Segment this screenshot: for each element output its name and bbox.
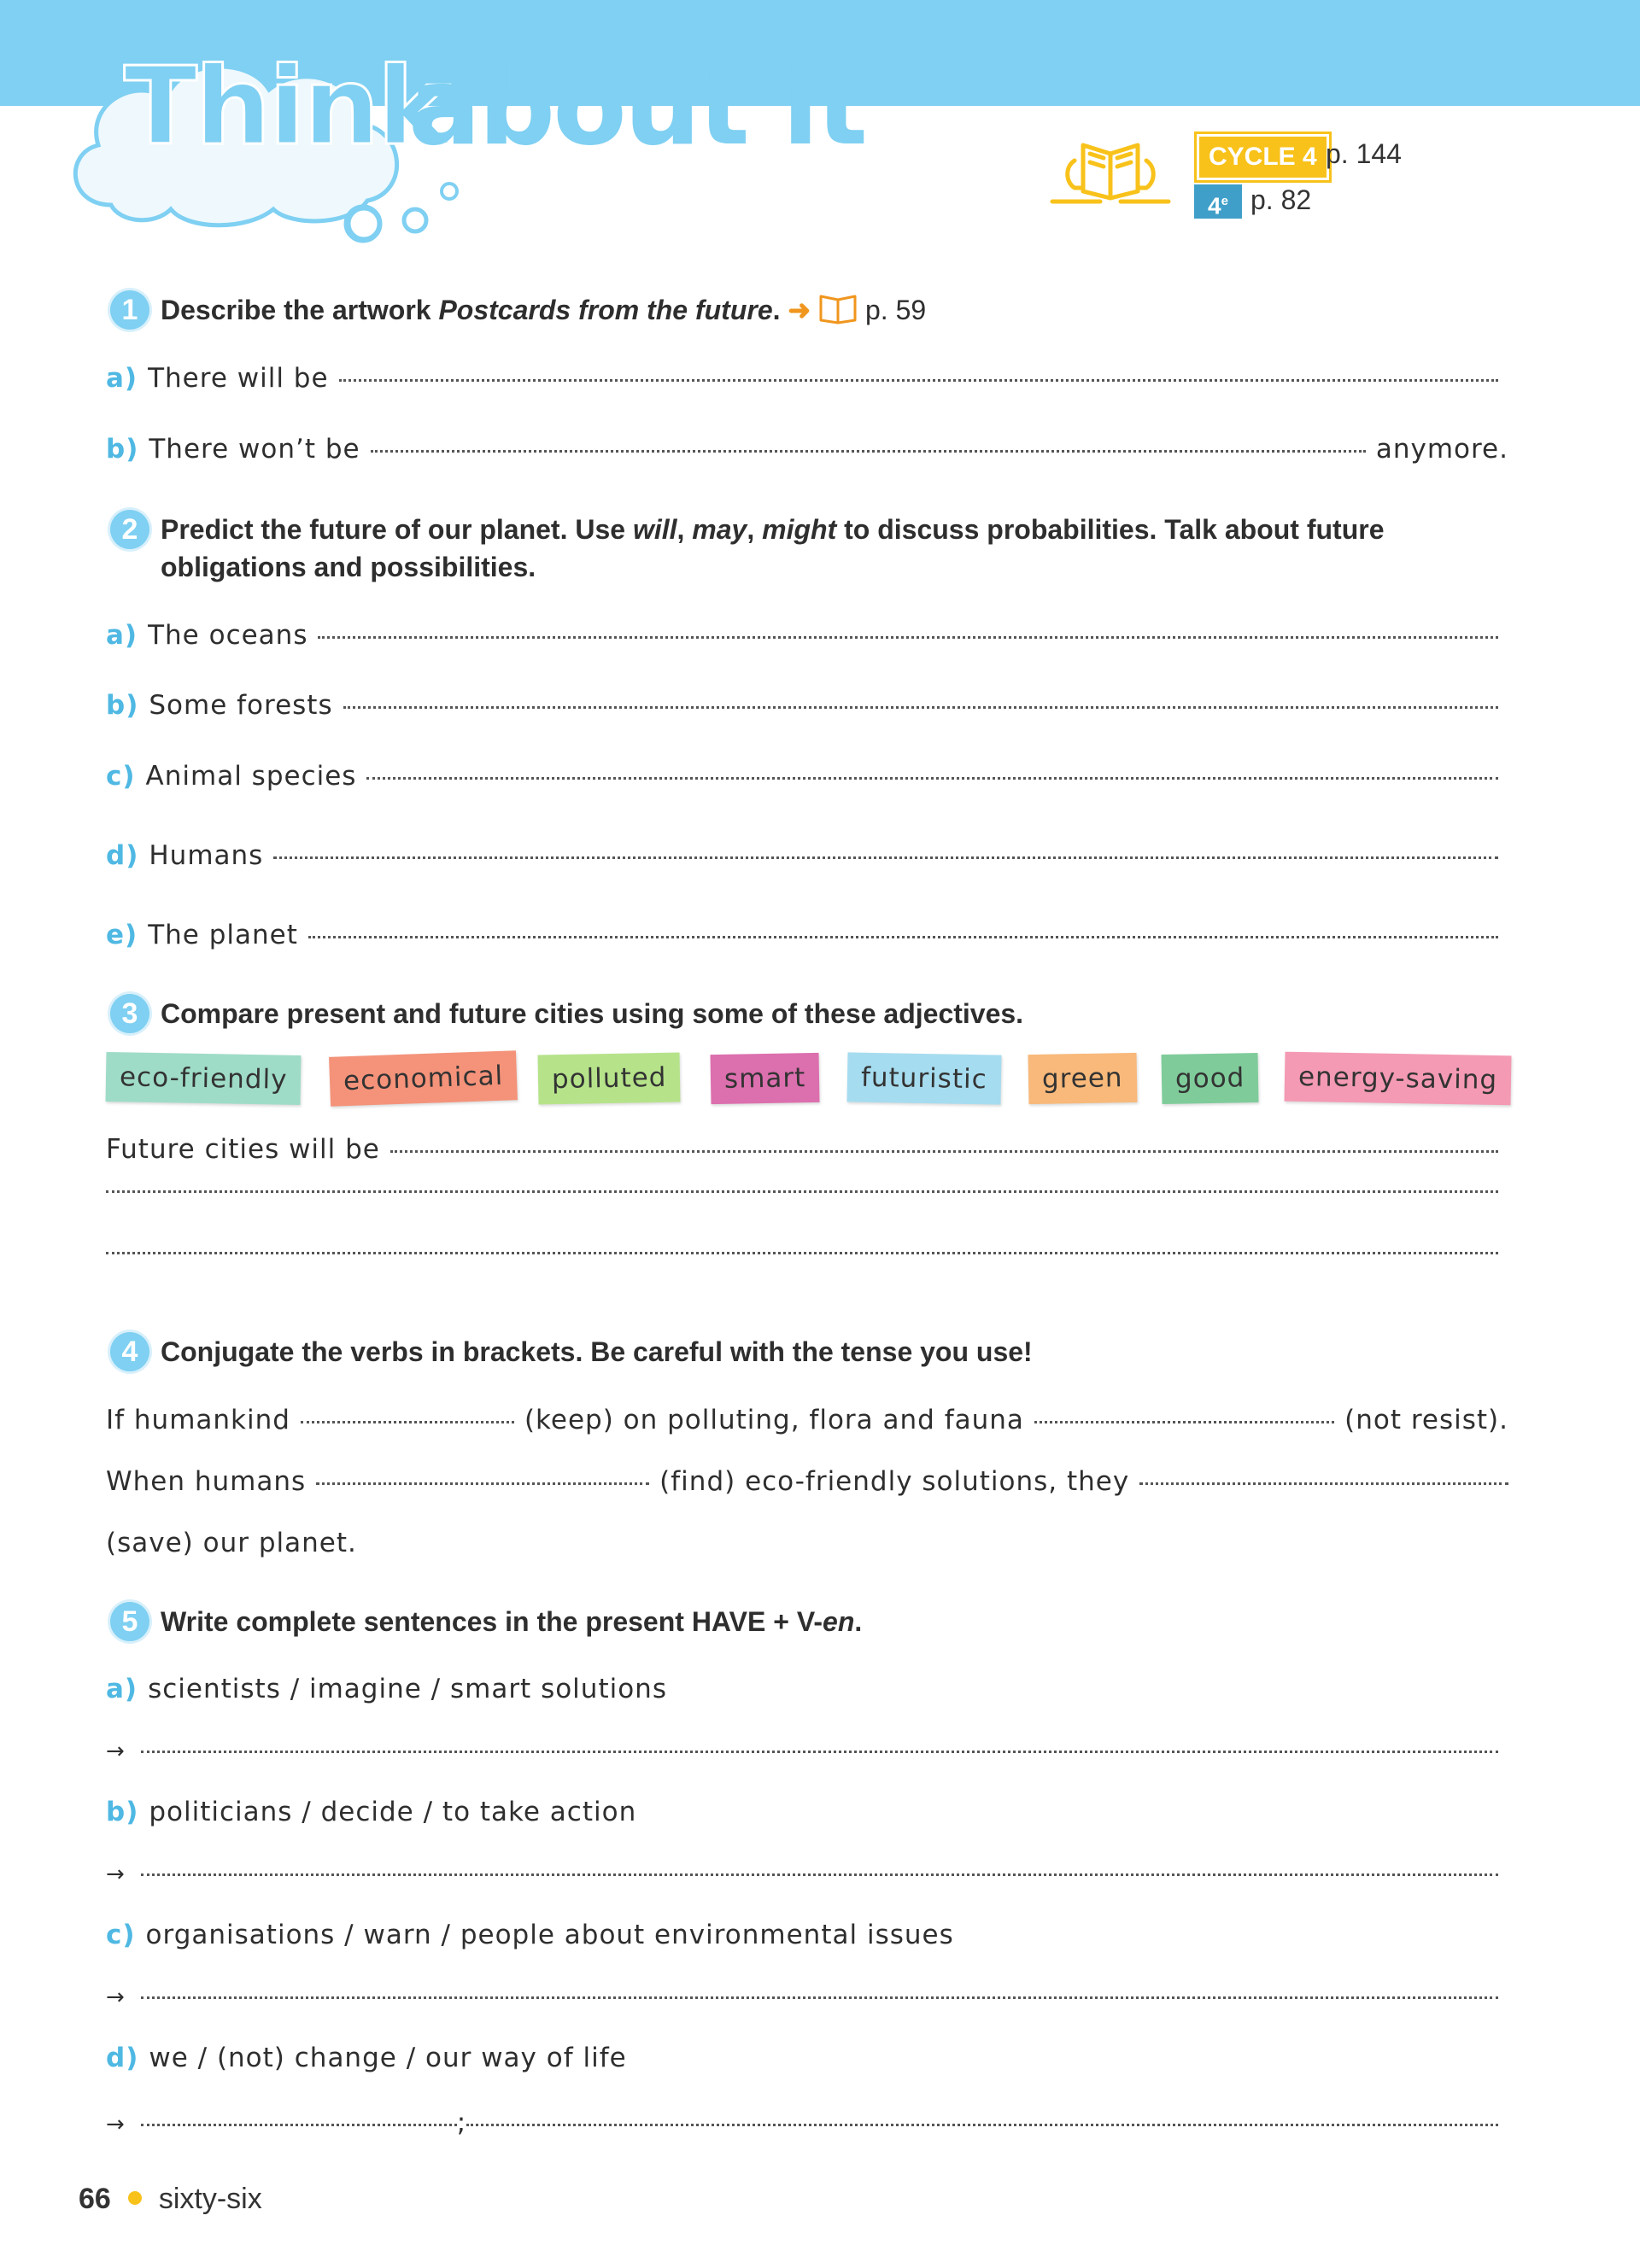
answer-blank[interactable] xyxy=(106,1190,1498,1193)
cycle-page-ref: p. 144 xyxy=(1326,138,1402,169)
answer-blank[interactable] xyxy=(343,706,1498,709)
adjective-tag-economical: economical xyxy=(329,1050,518,1107)
arrow-icon: → xyxy=(106,1739,126,1764)
exercise-number-4: 4 xyxy=(110,1332,149,1371)
exercise-3-instruction: Compare present and future cities using some of these adjectives. xyxy=(161,998,1024,1029)
arrow-icon: → xyxy=(106,2112,126,2137)
answer-blank[interactable] xyxy=(141,1873,1498,1876)
exercise-2-line-d[interactable]: d) Humans xyxy=(106,840,1508,871)
answer-blank[interactable] xyxy=(106,1252,1498,1254)
bubble-icons xyxy=(333,179,470,248)
exercise-5-prompt-b: b) politicians / decide / to take action xyxy=(106,1797,637,1827)
answer-blank[interactable] xyxy=(1139,1482,1508,1485)
exercise-4-line-1[interactable]: If humankind (keep) on polluting, flora and fauna (not resist). xyxy=(106,1405,1508,1435)
page-title-about: about it xyxy=(408,44,866,169)
answer-blank[interactable] xyxy=(366,777,1498,780)
exercise-number-1: 1 xyxy=(110,290,149,330)
adjective-tag-polluted: polluted xyxy=(538,1053,681,1105)
exercise-number-3: 3 xyxy=(110,994,149,1033)
answer-blank[interactable] xyxy=(316,1482,649,1485)
exercise-5-prompt-a: a) scientists / imagine / smart solutions xyxy=(106,1674,667,1704)
exercise-4-line-3: (save) our planet. xyxy=(106,1528,357,1558)
exercise-1-line-a[interactable]: a) There will be xyxy=(106,363,1508,394)
exercise-5-answer-d[interactable]: → ; xyxy=(106,2107,1508,2138)
answer-blank[interactable] xyxy=(339,379,1498,382)
exercise-3-line-1[interactable]: Future cities will be xyxy=(106,1134,1508,1165)
exercise-1-line-b[interactable]: b) There won’t be anymore. xyxy=(106,434,1508,465)
answer-blank[interactable] xyxy=(301,1421,514,1423)
exercise-3-line-3[interactable] xyxy=(106,1257,1508,1260)
exercise-5-answer-c[interactable] xyxy=(106,1984,1508,2010)
exercise-5-prompt-d: d) we / (not) change / our way of life xyxy=(106,2043,627,2073)
answer-blank[interactable] xyxy=(466,2124,1498,2126)
exercise-5-answer-a[interactable] xyxy=(106,1739,1508,1764)
exercise-5-prompt-c: c) organisations / warn / people about environmental issues xyxy=(106,1920,954,1950)
cycle-badge: CYCLE 4 xyxy=(1194,132,1332,183)
exercise-2-instruction: Predict the future of our planet. Use will, may, might to discuss probabilities. Talk about future obligations and possibilities. xyxy=(161,514,1385,582)
exercise-5-answer-b[interactable] xyxy=(106,1862,1508,1887)
exercise-4-line-2[interactable]: When humans (find) eco-friendly solutions, they xyxy=(106,1466,1508,1497)
answer-blank[interactable] xyxy=(308,936,1498,938)
page-number: 66 xyxy=(79,2183,111,2215)
bullet-dot-icon xyxy=(128,2191,142,2205)
book-icon xyxy=(818,292,858,324)
grade-badge: 4e xyxy=(1194,184,1242,219)
answer-blank[interactable] xyxy=(390,1150,1498,1153)
exercise-number-2: 2 xyxy=(110,510,149,549)
exercise-2-line-b[interactable]: b) Some forests xyxy=(106,690,1508,721)
page-footer xyxy=(79,2183,262,2216)
answer-blank[interactable] xyxy=(371,450,1366,453)
exercise-2-line-a[interactable]: a) The oceans xyxy=(106,620,1508,651)
answer-blank[interactable] xyxy=(273,856,1498,859)
adjective-tag-futuristic: futuristic xyxy=(847,1052,1002,1104)
page-title-think: Think xyxy=(124,44,447,169)
answer-blank[interactable] xyxy=(141,1751,1498,1753)
answer-blank[interactable] xyxy=(1034,1421,1334,1423)
arrow-icon: → xyxy=(106,1984,126,2010)
exercise-2-line-e[interactable]: e) The planet xyxy=(106,920,1508,950)
adjective-tag-green: green xyxy=(1028,1053,1138,1104)
answer-blank[interactable] xyxy=(141,1996,1498,1999)
exercise-2-line-c[interactable]: c) Animal species xyxy=(106,761,1508,792)
adjective-tag-eco-friendly: eco-friendly xyxy=(106,1052,302,1105)
page-number-words: sixty-six xyxy=(158,2183,262,2215)
exercise-5-instruction: Write complete sentences in the present HAVE + V-en. xyxy=(161,1606,863,1637)
exercise-3-line-2[interactable] xyxy=(106,1195,1508,1198)
answer-blank[interactable] xyxy=(318,636,1498,639)
grade-page-ref: p. 82 xyxy=(1250,184,1312,215)
arrow-icon: → xyxy=(106,1862,126,1887)
adjective-tag-good: good xyxy=(1162,1053,1259,1104)
reading-hands-icon xyxy=(1049,135,1173,207)
exercise-1-instruction: Describe the artwork Postcards from the future. ➜ p. 59 xyxy=(161,291,1493,329)
answer-blank[interactable] xyxy=(141,2124,457,2126)
adjective-tag-energy-saving: energy-saving xyxy=(1285,1052,1512,1106)
adjective-tag-smart: smart xyxy=(711,1053,820,1104)
exercise-4-instruction: Conjugate the verbs in brackets. Be careful with the tense you use! xyxy=(161,1336,1033,1367)
exercise-number-5: 5 xyxy=(110,1602,149,1641)
